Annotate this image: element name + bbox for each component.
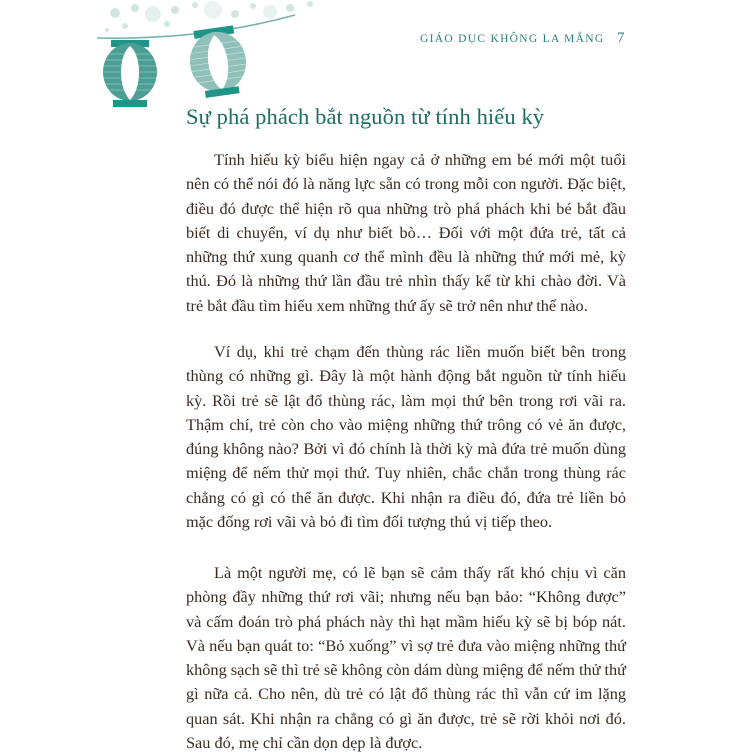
page-number: 7 [617,30,625,46]
body-paragraph-1 [186,148,626,318]
body-paragraph-3 [186,561,626,755]
paper-lanterns-icon [95,0,395,120]
paragraph-text: Là một người mẹ, có lẽ bạn sẽ cảm thấy rất khó chịu vì căn phòng đầy những thứ rơi vãi; nhưng nếu bạn bảo: “Không được” và cấm đoán trò phá phách này thì hạt mầm hiếu kỳ sẽ bị bóp nát. Và nếu bạn quát to: “Bỏ xuống” vì sợ trẻ đưa vào miệng những thứ không sạch sẽ thì trẻ sẽ không còn dám dùng miệng để nếm thử thứ gì nữa cả. Cho nên, dù trẻ có lật đổ thùng rác thì vẫn cứ im lặng quan sát. Khi nhận ra chẳng có gì ăn được, trẻ sẽ rời khỏi nơi đó. Sau đó, mẹ chỉ cần dọn dẹp là được. [186,563,626,753]
paragraph-text: Tính hiếu kỳ biểu hiện ngay cả ở những em bé mới một tuổi nên có thể nói đó là năng lực sẵn có trong mỗi con người. Đặc biệt, điều đó được thể hiện rõ qua những trò phá phách khi bé bắt đầu biết di chuyển, ví dụ như biết bò… Đối với một đứa trẻ, tất cả những thứ xung quanh cơ thể mình đều là những thứ mới mẻ, kỳ thú. Đó là những thứ lần đầu trẻ nhìn thấy kể từ khi chào đời. Và trẻ bắt đầu tìm hiểu xem những thứ ấy sẽ trở nên như thế nào. [186,150,626,315]
running-header-title: GIÁO DỤC KHÔNG LA MẮNG [420,33,605,45]
body-paragraph-2 [186,340,626,534]
section-heading: Sự phá phách bắt nguồn từ tính hiếu kỳ [186,104,545,129]
paragraph-text: Ví dụ, khi trẻ chạm đến thùng rác liền muốn biết bên trong thùng có những gì. Đây là một hành động bắt nguồn từ tính hiếu kỳ. Rồi trẻ sẽ lật đổ thùng rác, làm mọi thứ bên trong rơi vãi ra. Thậm chí, trẻ còn cho vào miệng những thứ trông có vẻ ăn được, đúng không nào? Bởi vì đó chính là thời kỳ mà đứa trẻ muốn dùng miệng để nếm thử mọi thứ. Tuy nhiên, chắc chắn trong thùng rác chẳng có gì có thể ăn được. Khi nhận ra điều đó, đứa trẻ liền bỏ mặc đống rơi vãi và bỏ đi tìm đối tượng thú vị tiếp theo. [186,342,626,532]
